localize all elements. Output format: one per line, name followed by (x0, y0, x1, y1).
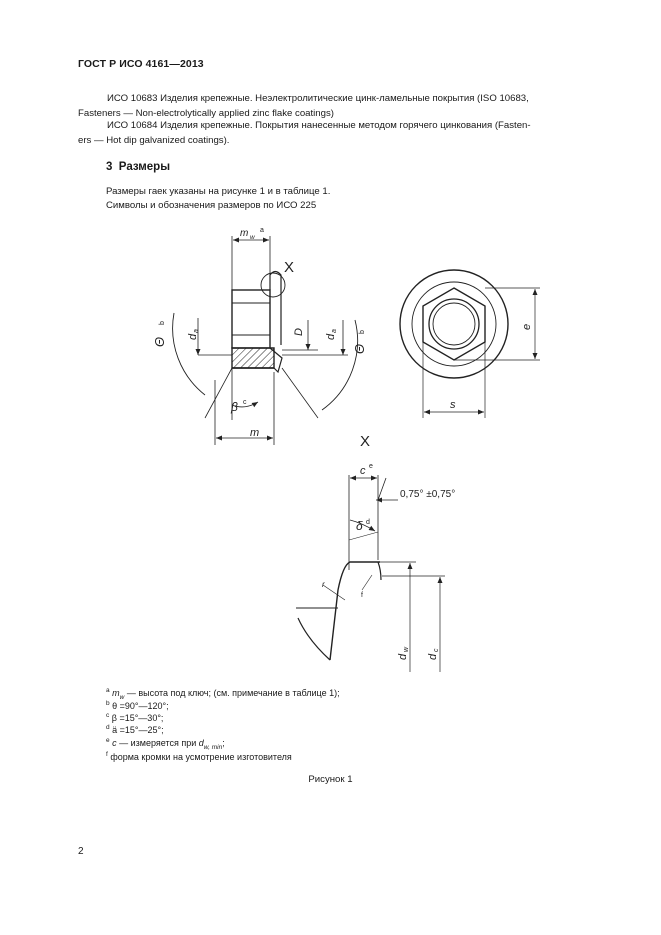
section-number: 3 (106, 161, 113, 173)
label-c: c (360, 465, 366, 477)
footnote-text: — высота под ключ; (см. примечание в таблице 1); (124, 688, 340, 698)
footnote-mark: c (106, 712, 110, 719)
label-r: r (322, 580, 325, 589)
footnote-mark: d (106, 724, 110, 731)
intro-line-2: Символы и обозначения размеров по ИСО 225 (106, 200, 317, 211)
label-mw: m (240, 228, 249, 239)
detail-x-labels (322, 433, 455, 660)
footnote-tail: ; (222, 738, 225, 748)
footnote-symbol-2: d (198, 738, 204, 748)
document-header: ГОСТ Р ИСО 4161—2013 (78, 58, 204, 70)
label-delta-sup: d (366, 519, 370, 526)
page-number: 2 (78, 846, 84, 857)
intro-line-1: Размеры гаек указаны на рисунке 1 и в таблице 1. (106, 186, 331, 197)
label-dc-sub: c (433, 648, 440, 652)
figure-caption: Рисунок 1 (308, 774, 353, 785)
footnote-mark: a (106, 687, 110, 694)
side-view-labels (152, 227, 367, 439)
label-beta-sup: c (243, 399, 247, 406)
reference-line: Fasteners — Non-electrolytically applied zinc flake coatings) (78, 108, 334, 119)
reference-line: ers — Hot dip galvanized coatings). (78, 135, 230, 146)
label-theta-left: Θ (152, 336, 167, 347)
label-beta: β (231, 400, 238, 414)
footnote-subscript: w (119, 693, 125, 701)
label-mw-sub: w (250, 234, 255, 241)
footnote-text: θ =90°—120°; (112, 701, 169, 711)
reference-line: ИСО 10683 Изделия крепежные. Неэлектролитические цинк-ламельные покрытия (ISO 10683, (107, 93, 529, 104)
label-da-right-sub: a (331, 329, 338, 333)
footnote-text: ä =15°—25°; (112, 725, 164, 735)
label-theta-left-sup: b (159, 321, 166, 325)
label-mw-sup: a (260, 227, 264, 234)
label-f: f (361, 592, 363, 599)
detail-x-view (296, 475, 445, 672)
footnote-mark: f (106, 751, 108, 758)
footnote-text: β =15°—30°; (111, 713, 164, 723)
label-da-left-sub: a (193, 329, 200, 333)
label-detail-x-title: X (360, 433, 371, 450)
top-view-labels (450, 324, 533, 411)
label-D: D (293, 328, 305, 336)
footnote-text: — измеряется при (116, 738, 199, 748)
label-dw-sub: w (403, 646, 410, 652)
label-theta-right-sup: b (359, 330, 366, 334)
label-angle-tolerance: 0,75° ±0,75° (400, 489, 456, 500)
footnote-symbol: m (112, 688, 120, 698)
label-dc: d (427, 653, 439, 660)
reference-line: ИСО 10684 Изделия крепежные. Покрытия нанесенные методом горячего цинкования (Fasten- (107, 120, 531, 131)
label-da-right: d (325, 333, 337, 340)
footnote-d (106, 722, 164, 736)
label-dw: d (397, 653, 409, 660)
label-detail-x: X (284, 259, 295, 276)
footnote-symbol: c (112, 738, 117, 748)
label-m: m (250, 427, 260, 439)
footnote-f (106, 749, 292, 763)
label-delta: δ (356, 519, 363, 533)
section-title: Размеры (118, 161, 171, 173)
label-c-sup: e (369, 463, 373, 470)
footnote-mark: e (106, 737, 110, 744)
label-theta-right: Θ (352, 343, 367, 354)
footnote-mark: b (106, 700, 110, 707)
label-e: e (521, 323, 533, 330)
label-da-left: d (187, 333, 199, 340)
footnote-subscript-2: w, min (203, 743, 223, 751)
footnote-text: форма кромки на усмотрение изготовителя (110, 752, 292, 762)
label-s: s (450, 399, 456, 411)
top-view (400, 270, 540, 418)
